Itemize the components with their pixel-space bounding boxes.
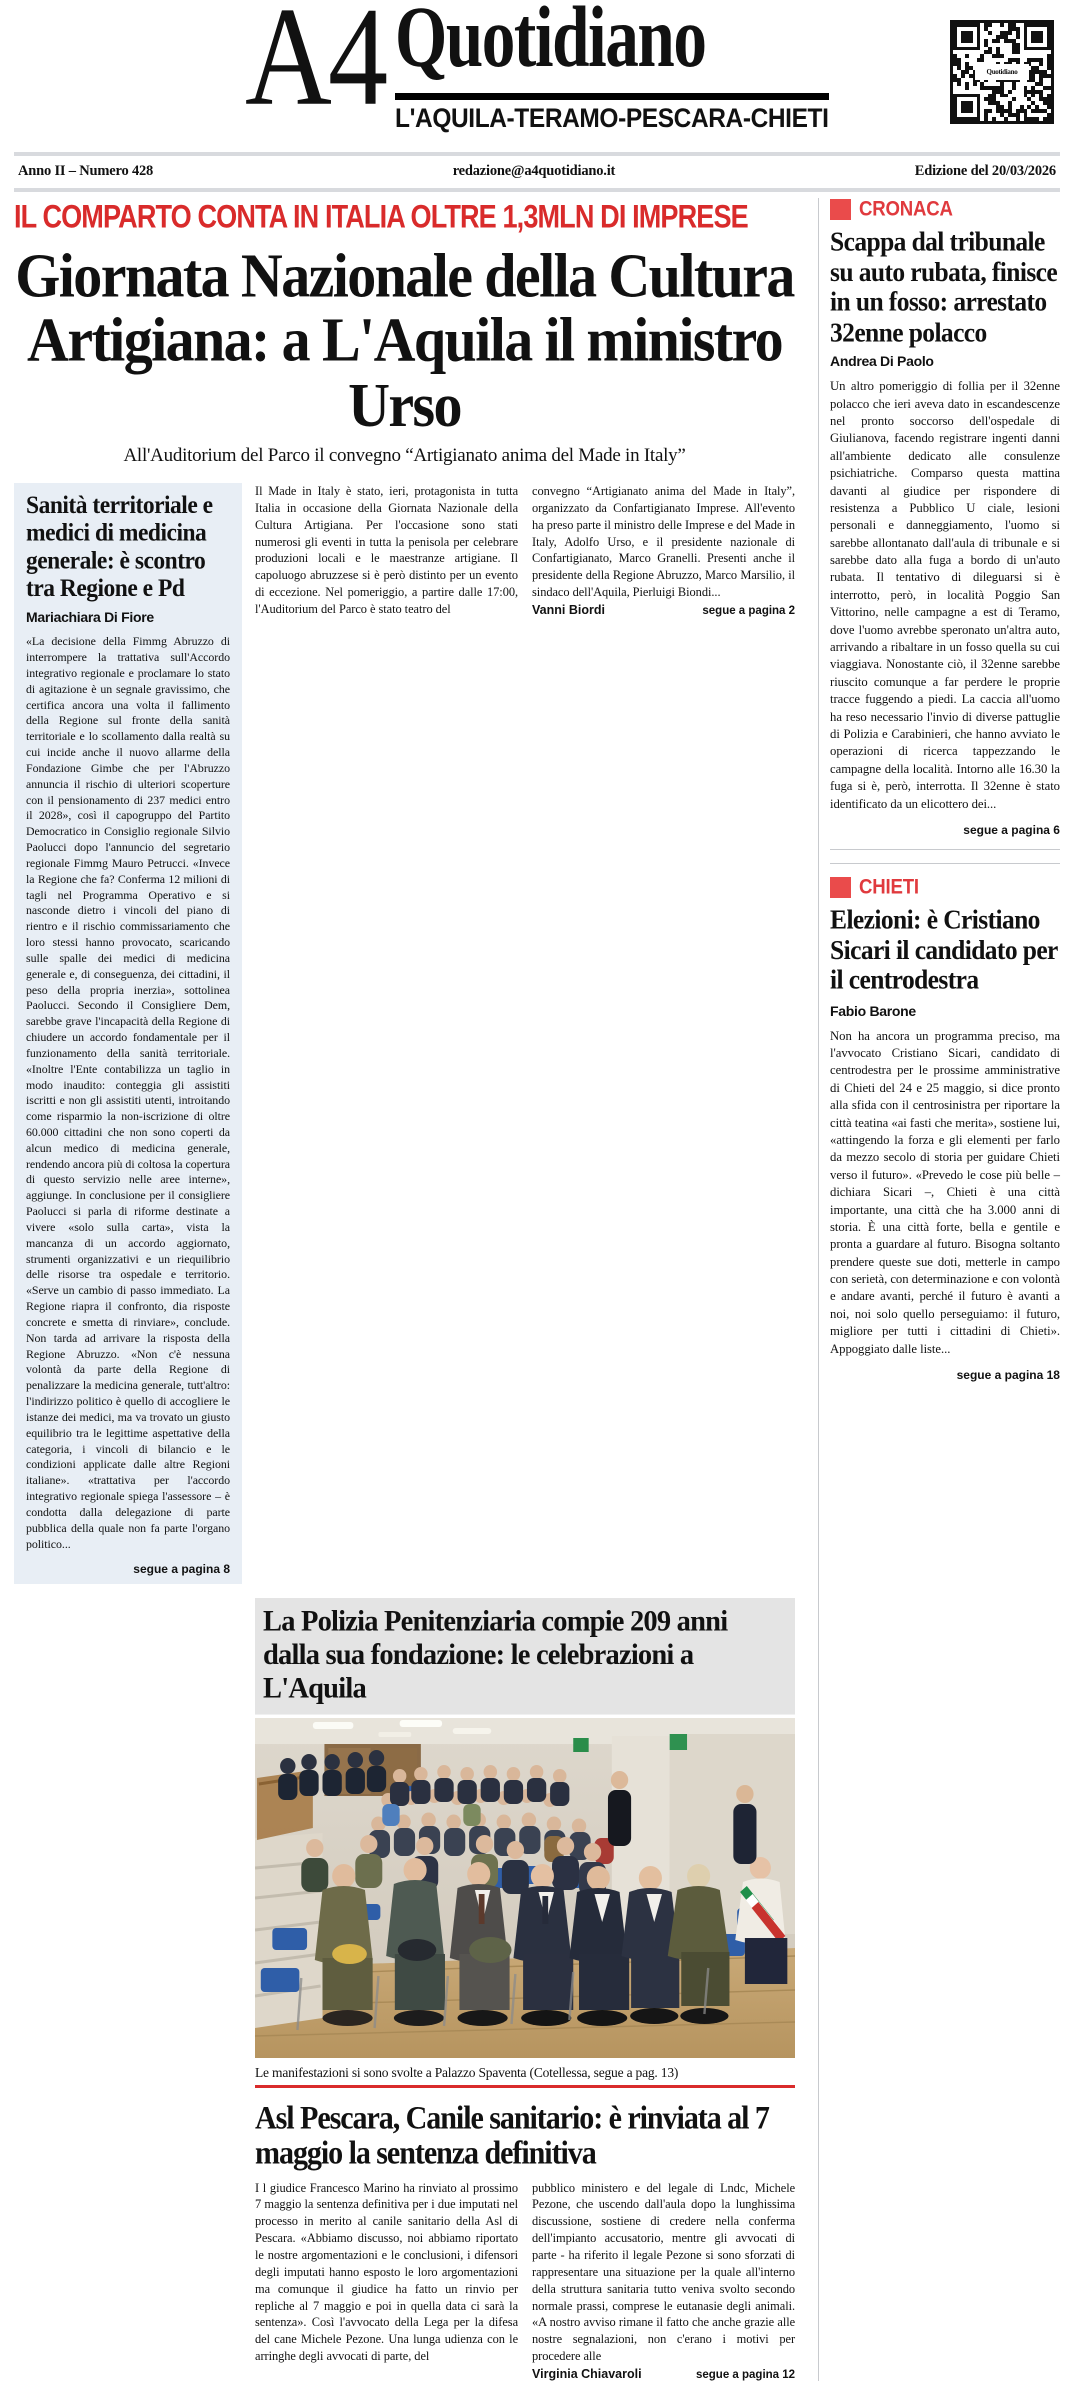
story3-author-row xyxy=(532,2367,795,2381)
lead-column-2 xyxy=(532,483,795,1584)
story3-continuation[interactable]: segue a pagina 12 xyxy=(695,2368,796,2381)
lead-kicker: IL COMPARTO CONTA IN ITALIA OLTRE 1,3MLN DI IMPRESE xyxy=(14,198,748,235)
story3-headline: Asl Pescara, Canile sanitario: è rinviata al 7 maggio la sentenza definitiva xyxy=(255,2098,769,2172)
lead-body-col1: Il Made in Italy è stato, ieri, protagonista in tutta Italia in occasione della Giornata Nazionale della Cultura Artigiana. Per l'occasione sono stati numerosi gli eventi in tutta la penisola per celebrare produzioni locali e le maestranze artigiane. Il capoluogo abruzzese si è però distinto per un evento di eccezione. Nel pomeriggio, a partire dalle 17:00, l'Auditorium del Parco è stato teatro del xyxy=(255,483,519,616)
rail-divider-2 xyxy=(830,863,1060,864)
sidebar-article-continuation[interactable]: segue a pagina 8 xyxy=(133,1562,230,1577)
story2-caption-block xyxy=(255,2065,795,2088)
story2-photo xyxy=(255,1718,795,2058)
story-polizia-penitenziaria[interactable] xyxy=(255,1598,795,2087)
lead-body-row xyxy=(14,483,795,1584)
story2-caption: Le manifestazioni si sono svolte a Palazzo Spaventa (Cotellessa, segue a pag. 13) xyxy=(255,2065,679,2081)
story3-column-1 xyxy=(255,2180,518,2381)
rail-body-chieti: Non ha ancora un programma preciso, ma l'avvocato Cristiano Sicari, candidato di centrodestra per le prossime amministrative di Chieti del 24 e 25 maggio, si dice pronto alla sfida con il centrosinistra per riportare la città teatina «ai fasti che merita», sostiene lui, «attingendo la forza e gli elementi per farlo da mezzo secolo di storia per guidare Chieti verso il futuro». «Prevedo le cose più belle – dichiara Sicari –, Chieti è una città importante, una città che ha 3.000 anni di storia. È una città forte, bella e gentile e pronta a guardare al futuro. Bisogna soltanto prendere queste sue doti, metterle in campo con serietà, con determinazione e con volontà e andare avanti, perché il futuro è avanti a noi, noi solo quello perseguiamo: il futuro, migliore per tutti i cittadini di Chieti». Appoggiato dalle liste... xyxy=(830,1028,1060,1356)
section-square-icon xyxy=(830,199,851,220)
rail-article-chieti[interactable] xyxy=(830,876,1060,1382)
auditorium-audience-photo xyxy=(255,1718,795,2058)
rail-continuation-chieti[interactable]: segue a pagina 18 xyxy=(956,1368,1060,1383)
lead-author-row xyxy=(532,603,795,617)
section-name-cronaca: CRONACA xyxy=(859,197,953,221)
masthead-logo xyxy=(14,0,1060,135)
rail-headline-cronaca: Scappa dal tribunale su auto rubata, finisce in un fosso: arrestato 32enne polacco xyxy=(830,225,1058,348)
story3-author-name: Virginia Chiavaroli xyxy=(532,2366,642,2381)
section-label-chieti[interactable] xyxy=(830,876,1060,899)
story2-headline: La Polizia Penitenziaria compie 209 anni dalla sua fondazione: le celebrazioni a L'Aquila xyxy=(255,1598,795,1714)
section-square-icon xyxy=(830,877,851,898)
vertical-divider xyxy=(818,198,819,2381)
logo-a4-text: A4 xyxy=(245,0,385,135)
lead-subheadline: All'Auditorium del Parco il convegno “Artigianato anima del Made in Italy” xyxy=(123,444,686,466)
qr-center-label: Quotidiano xyxy=(975,64,1030,80)
info-bar xyxy=(14,156,1060,188)
story3-column-2 xyxy=(532,2180,795,2381)
masthead xyxy=(14,0,1060,152)
right-rail xyxy=(830,198,1060,2381)
rail-divider-1 xyxy=(830,849,1060,850)
section-name-chieti: CHIETI xyxy=(859,875,919,899)
sidebar-article-body: «La decisione della Fimmg Abruzzo di interrompere la trattativa sull'Accordo integrativo regionale e proclamare lo stato di agitazione è un segnale gravissimo, che certifica ancora una volta il fallimento della Regione sul fronte della sanità territoriale e lo scollamento dalla realtà su cui incide anche il nuovo allarme della Fondazione Gimbe che per l'Abruzzo annuncia il rischio di ulteriori scoperture con il pensionamento di 237 medici entro il 2028», così il capogruppo del Partito Democratico in Consiglio regionale Silvio Paolucci dopo l'annuncio del segretario regionale Fimmg Mauro Petrucci. «Invece la Regione che fa? Conferma 12 milioni di tagli nel Programma Operativo e si nasconde dietro i vincoli del piano di rientro e il rischio commissariamento che loro stessi hanno provocato, scaricando sulle spalle dei medici di medicina generale e, di conseguenza, dei cittadini, il peso della propria inerzia», sottolinea Paolucci. Secondo il Consigliere Dem, sarebbe grave l'incapacità della Regione di chiudere un accordo fondamentale per il funzionamento della sanità territoriale. «Inoltre l'Ente contabilizza un taglio in modo inaudito: conteggia gli assistiti iscritti e non gli assistiti utenti, introitando come risparmio la non-iscrizione di oltre 60.000 cittadini che non sono coperti da alcun medico di medicina generale, rendendo ancora più di coltosa la copertura di questo servizio nelle aree interne», aggiunge. In conclusione per il consigliere Paolucci si parla di riforme destinate a vivere «solo sulla carta», vista la mancanza di un accordo aggiornato, strumenti organizzativi e un riequilibrio delle risorse tra ospedale e territorio. «Serve un cambio di passo immediato. La Regione riapra il confronto, dia risposte concrete e smetta di rinviare», conclude. Non tarda ad arrivare la risposta della Regione Abruzzo. «Non c'è nessuna volontà da parte della Regione di penalizzare la medicina generale, tutt'altro: l'indirizzo politico è quello di accogliere le istanze dei medici, ma va trovato un giusto equilibrio tra le legittime aspettative della categoria, i vincoli di bilancio e le condizioni applicate dalle altre Regioni italiane». «trattativa per l'accordo integrativo regionale spiega l'assessore – è condotta dalla delegazione di parte pubblica della quale non fa parte l'organo politico... xyxy=(26,634,230,1551)
lead-body-col2: convegno “Artigianato anima del Made in Italy”, organizzato da Confartigianato Imprese. All'evento ha preso parte il ministro delle Imprese e del Made in Italy, Adolfo Urso, e il presidente nazionale di Confartigianato, Marco Granelli. Presenti anche il presidente della Regione Abruzzo, Marco Marsilio, il sindaco dell'Aquila, Pierluigi Biondi... xyxy=(532,483,796,600)
rail-byline-cronaca: Andrea Di Paolo xyxy=(830,353,934,370)
rail-headline-chieti: Elezioni: è Cristiano Sicari il candidato per il centrodestra xyxy=(830,903,1058,996)
lead-column-1 xyxy=(255,483,518,1584)
sidebar-article-sanita[interactable] xyxy=(14,483,242,1584)
header-rule-bottom xyxy=(14,188,1060,192)
story3-body-col1: I l giudice Francesco Marino ha rinviato al prossimo 7 maggio la sentenza definitiva per i due imputati nel processo in merito al canile sanitario della Asl di Pescara. «Abbiamo discusso, noi abbiamo riportato le nostre argomentazioni e le conclusioni, i difensori degli imputati hanno esposto le loro argomentazioni ma comunque il giudice ha fatto un rinvio per repliche al 7 maggio e poi in quella data ci sarà la sentenza». Così l'avvocato della Lega per la difesa del cane Michele Pezone. Una lunga udienza con le arringhe degli avvocati di parte, del xyxy=(255,2180,519,2364)
lead-text-columns xyxy=(255,483,795,1584)
rail-body-cronaca: Un altro pomeriggio di follia per il 32enne polacco che ieri aveva dato in escandescenze nel pronto soccorso dell'ospedale di Giulianova, facendo registrare ingenti danni all'ambiente dedicato alle consulenze psichiatriche. Comparso questa mattina davanti al giudice per rispondere di resistenza a Pubblico U ciale, lesioni personali e danneggiamento, l'uomo si sarebbe allontanato dall'aula di tribunale e si sarebbe dato alla fuga a bordo di un'auto rubata. Il tentativo di dileguarsi si è interrotto, però, in località Poggio San Vittorino, nelle campagne a est di Teramo, dove l'uomo avrebbe speronato un'altra auto, arrivando a ribaltare in un fosso quella su cui viaggiava. Nonostante ciò, il 32enne sarebbe riuscito comunque a far perdere le proprie tracce fuggendo a piedi. La caccia all'uomo ha reso necessario l'invio di diverse pattuglie di Polizia e Carabinieri, che hanno avviato le operazioni di ricerca tappezzando le campagne della località. Intorno alle 16.30 la fuga si è, però, interrotta. Il 32enne è stato identificato da un elicottero dei... xyxy=(830,379,1060,811)
qr-code-icon[interactable] xyxy=(950,20,1054,124)
logo-right-block xyxy=(395,0,829,134)
rail-byline-chieti: Fabio Barone xyxy=(830,1002,916,1019)
story3-columns xyxy=(255,2180,795,2381)
lead-continuation[interactable]: segue a pagina 2 xyxy=(702,604,796,617)
lead-author-name: Vanni Biordi xyxy=(532,602,605,617)
caption-accent-rule xyxy=(255,2085,795,2088)
sidebar-article-title: Sanità territoriale e medici di medicina generale: è scontro tra Regione e Pd xyxy=(26,491,213,602)
edition-date: Edizione del 20/03/2026 xyxy=(914,163,1056,179)
logo-divider-rule xyxy=(395,93,828,100)
rail-article-cronaca[interactable] xyxy=(830,198,1060,837)
section-label-cronaca[interactable] xyxy=(830,198,1060,221)
rail-continuation-cronaca[interactable]: segue a pagina 6 xyxy=(963,822,1060,837)
issue-number: Anno II – Numero 428 xyxy=(18,163,154,179)
story-asl-pescara[interactable] xyxy=(255,2100,795,2381)
sidebar-article-byline: Mariachiara Di Fiore xyxy=(26,609,154,626)
main-column-zone xyxy=(14,198,807,2381)
lead-headline[interactable]: Giornata Nazionale della Cultura Artigiana: a L'Aquila il ministro Urso xyxy=(15,240,794,440)
page-content xyxy=(14,198,1060,2381)
masthead-tagline: L'AQUILA-TERAMO-PESCARA-CHIETI xyxy=(395,104,829,134)
editorial-email[interactable]: redazione@a4quotidiano.it xyxy=(452,163,616,179)
story3-body-col2: pubblico ministero e del legale di Lndc, Michele Pezone, che uscendo dall'aula dopo la lunghissima discussione, sostiene di credere nella conferma dell'impianto accusatorio, mentre gli avvocati di parte - ha riferito il legale Pezone si sono sforzati di rappresentare una situazione per la quale all'interno della struttura sanitaria tutto veniva svolto secondo normale prassi, comprese le eutanasie degli animali. «A nostro avviso rimane il fatto che anche grazie alle nostre segnalazioni, non c'erano i motivi per procedere alle xyxy=(532,2180,796,2364)
logo-quotidiano-text: Quotidiano xyxy=(395,0,706,86)
